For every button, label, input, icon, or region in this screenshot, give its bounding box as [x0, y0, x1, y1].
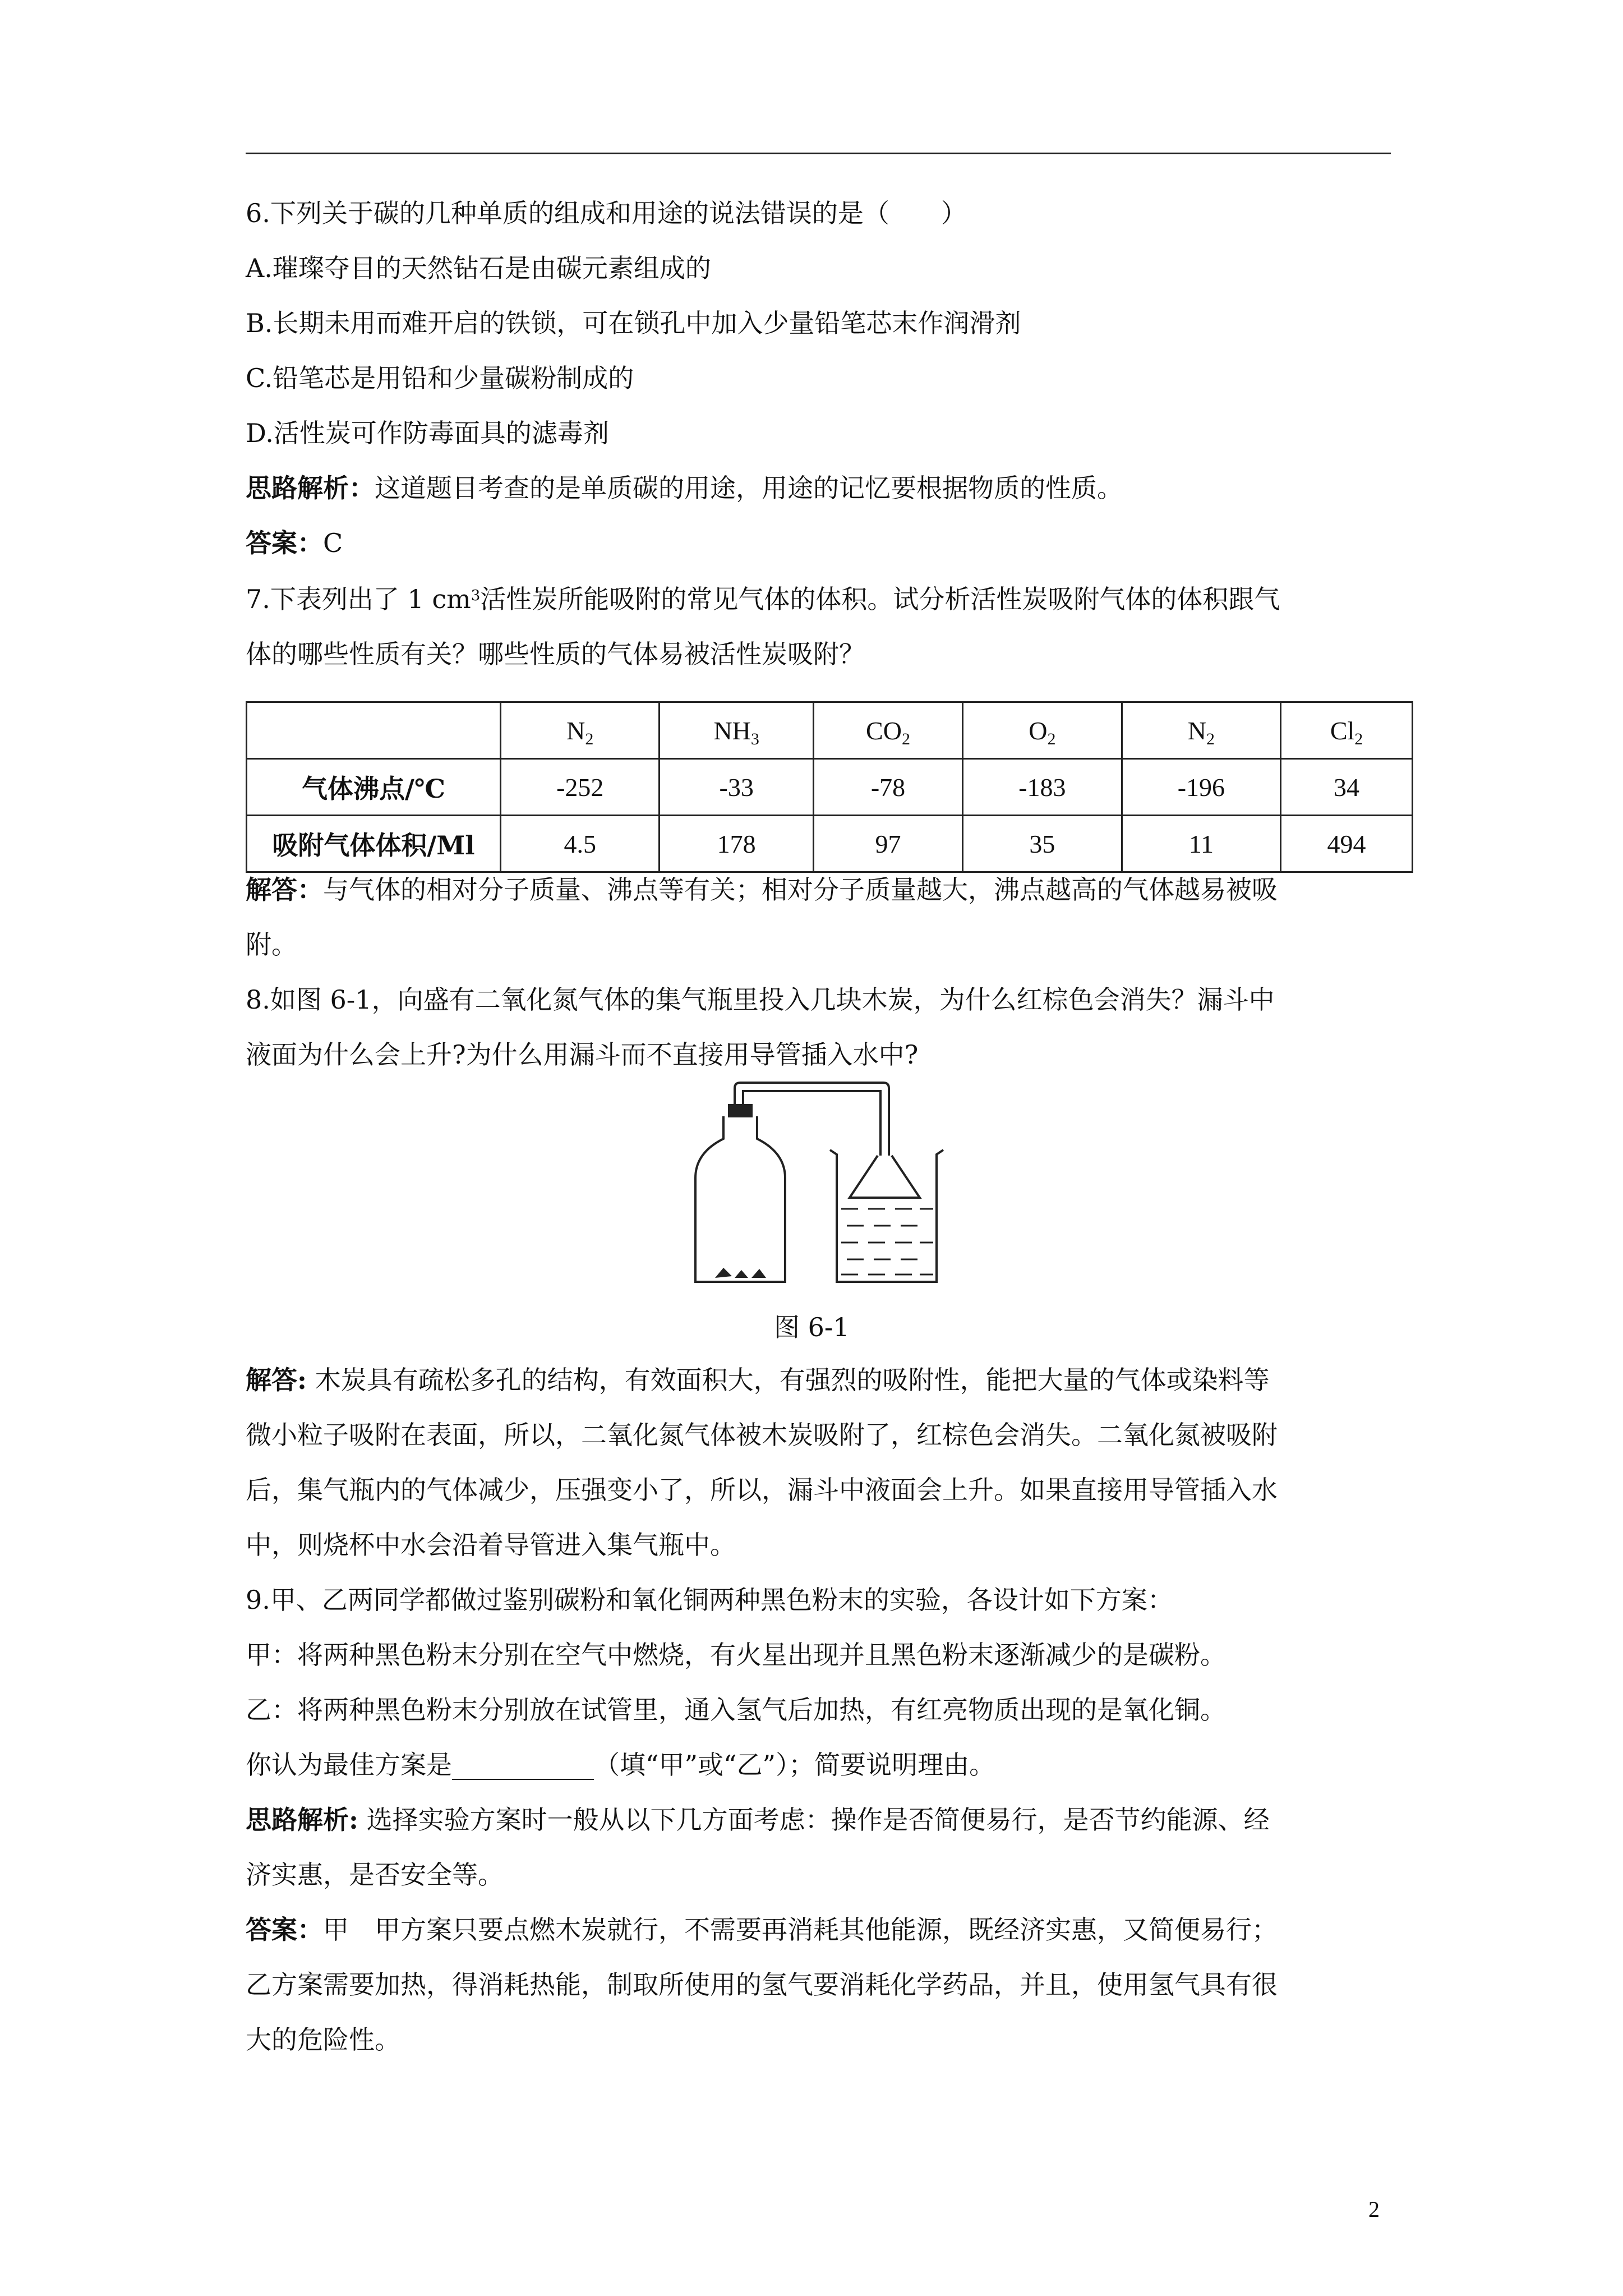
q6-option-a: A.璀璨夺目的天然钻石是由碳元素组成的 — [246, 253, 711, 283]
gas-header: $CO_2$ — [813, 702, 962, 759]
q6-analysis-text: 这道题目考查的是单质碳的用途，用途的记忆要根据物质的性质。 — [375, 473, 1123, 503]
q9-analysis-line2: 济实惠，是否安全等。 — [246, 1860, 504, 1890]
table-cell: 494 — [1281, 816, 1413, 872]
adsorption-table — [246, 701, 1413, 873]
q8-stem-line2: 液面为什么会上升?为什么用漏斗而不直接用导管插入水中? — [246, 1039, 919, 1070]
q9-analysis-line1 — [246, 1803, 1270, 1837]
q7-stem-part1: 7.下表列出了 1 cm — [246, 584, 471, 614]
table-cell: -33 — [660, 759, 813, 816]
table-corner-cell — [247, 702, 501, 759]
q9-question: 你认为最佳方案是___________（填“甲”或“乙”）；简要说明理由。 — [246, 1750, 995, 1780]
q9-analysis-label: 思路解析: — [246, 1805, 358, 1835]
q9-analysis-text: 选择实验方案时一般从以下几方面考虑：操作是否简便易行，是否节约能源、经 — [358, 1805, 1270, 1835]
table-cell: 35 — [963, 816, 1122, 872]
q9-answer-line3: 大的危险性。 — [246, 2024, 400, 2055]
q6-option-d: D.活性炭可作防毒面具的滤毒剂 — [246, 418, 609, 448]
row-label-adsorbed-volume: 吸附气体体积/Ml — [247, 816, 501, 872]
q9-plan-a: 甲：将两种黑色粉末分别在空气中燃烧，有火星出现并且黑色粉末逐渐减少的是碳粉。 — [246, 1640, 1226, 1670]
q9-answer-line1 — [246, 1913, 1278, 1947]
q6-answer-label: 答案： — [246, 528, 323, 558]
table-cell: 178 — [660, 816, 813, 872]
table-cell: 11 — [1122, 816, 1280, 872]
q7-answer-line1 — [246, 873, 1278, 907]
q8-answer-label: 解答: — [246, 1365, 307, 1395]
water-icon — [841, 1209, 933, 1274]
charcoal-icon — [715, 1268, 766, 1278]
table-cell: 34 — [1281, 759, 1413, 816]
q9-stem: 9.甲、乙两同学都做过鉴别碳粉和氧化铜两种黑色粉末的实验，各设计如下方案： — [246, 1585, 1173, 1615]
q8-stem-line1: 8.如图 6-1，向盛有二氧化氮气体的集气瓶里投入几块木炭，为什么红棕色会消失？漏斗中 — [246, 984, 1275, 1015]
q7-answer-text: 与气体的相对分子质量、沸点等有关；相对分子质量越大，沸点越高的气体越易被吸 — [323, 875, 1278, 905]
q6-analysis-label: 思路解析： — [246, 473, 375, 503]
gas-header: $O_2$ — [963, 702, 1122, 759]
q6-answer-text: C — [323, 528, 343, 558]
q7-stem-line2: 体的哪些性质有关？哪些性质的气体易被活性炭吸附？ — [246, 639, 865, 669]
table-cell: -196 — [1122, 759, 1280, 816]
gas-bottle-icon — [695, 1105, 785, 1282]
figure-caption: 图 6-1 — [774, 1312, 850, 1342]
q6-option-b: B.长期未用而难开启的铁锁，可在锁孔中加入少量铅笔芯末作润滑剂 — [246, 308, 1021, 338]
q7-answer-line2: 附。 — [246, 930, 297, 960]
q7-stem-sup: 3 — [471, 587, 481, 604]
table-row — [247, 759, 1413, 816]
table-row — [247, 816, 1413, 872]
row-label-boiling-point: 气体沸点/℃ — [247, 759, 501, 816]
gas-header: $Cl_2$ — [1281, 702, 1413, 759]
q9-answer-line2: 乙方案需要加热，得消耗热能，制取所使用的氢气要消耗化学药品，并且，使用氢气具有很 — [246, 1970, 1278, 2000]
q6-option-c: C.铅笔芯是用铅和少量碳粉制成的 — [246, 363, 634, 393]
q7-stem-part2: 活性炭所能吸附的常见气体的体积。试分析活性炭吸附气体的体积跟气 — [480, 584, 1280, 614]
gas-header: $N_2$ — [501, 702, 660, 759]
table-cell: -252 — [501, 759, 660, 816]
q7-stem-line1 — [246, 582, 1280, 616]
table-cell: 97 — [813, 816, 962, 872]
q9-answer-text: 甲 甲方案只要点燃木炭就行，不需要再消耗其他能源，既经济实惠，又简便易行； — [323, 1915, 1278, 1945]
q6-stem: 6.下列关于碳的几种单质的组成和用途的说法错误的是（ ） — [246, 198, 967, 228]
page-number: 2 — [1368, 2197, 1380, 2222]
q8-answer-line1 — [246, 1363, 1270, 1397]
beaker-icon — [830, 1150, 943, 1282]
table-cell: -183 — [963, 759, 1122, 816]
funnel-icon — [850, 1156, 920, 1198]
q8-answer-line2: 微小粒子吸附在表面，所以，二氧化氮气体被木炭吸附了，红棕色会消失。二氧化氮被吸附 — [246, 1420, 1278, 1450]
gas-header: $N_2$ — [1122, 702, 1280, 759]
table-header-row — [247, 702, 1413, 759]
table-cell: 4.5 — [501, 816, 660, 872]
q6-analysis — [246, 471, 1123, 505]
q9-answer-label: 答案： — [246, 1915, 323, 1945]
header-rule — [246, 153, 1391, 154]
q9-plan-b: 乙：将两种黑色粉末分别放在试管里，通入氢气后加热，有红亮物质出现的是氧化铜。 — [246, 1695, 1226, 1725]
q7-answer-label: 解答： — [246, 875, 323, 905]
gas-header: $NH_3$ — [660, 702, 813, 759]
q8-answer-text: 木炭具有疏松多孔的结构，有效面积大，有强烈的吸附性，能把大量的气体或染料等 — [306, 1365, 1270, 1395]
apparatus-figure — [690, 1055, 948, 1290]
q8-answer-line3: 后，集气瓶内的气体减少，压强变小了，所以，漏斗中液面会上升。如果直接用导管插入水 — [246, 1475, 1278, 1505]
q6-answer — [246, 526, 343, 560]
table-cell: -78 — [813, 759, 962, 816]
q8-answer-line4: 中，则烧杯中水会沿着导管进入集气瓶中。 — [246, 1530, 736, 1560]
